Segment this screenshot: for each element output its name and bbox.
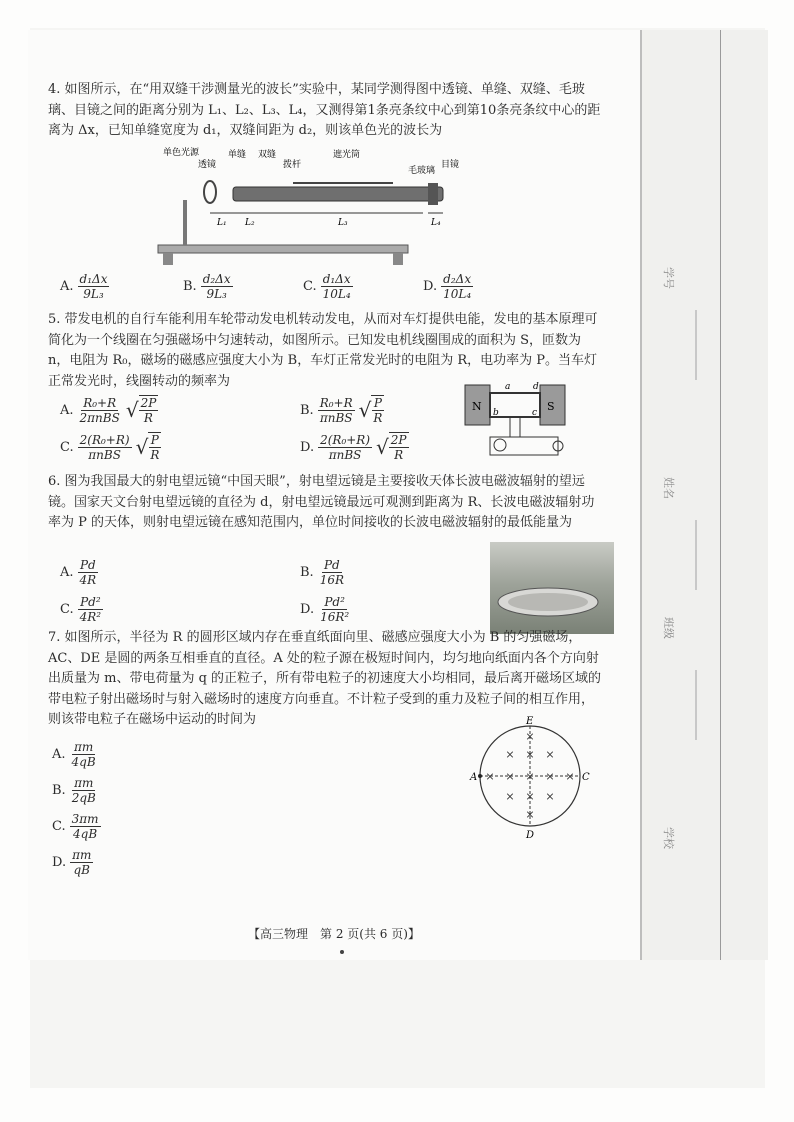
radicand-den: R bbox=[373, 411, 383, 425]
binding-label-class: 班级 bbox=[662, 617, 675, 639]
denominator: 16R bbox=[319, 573, 344, 587]
label-L4: L₄ bbox=[431, 218, 441, 228]
denominator: 16R² bbox=[320, 610, 350, 624]
option-letter: D. bbox=[300, 602, 315, 617]
denominator: 4qB bbox=[73, 827, 98, 841]
denominator: 2πnBS bbox=[79, 410, 120, 425]
svg-text:×: × bbox=[485, 770, 495, 783]
numerator: R₀+R bbox=[83, 395, 117, 410]
option-letter: C. bbox=[60, 602, 74, 617]
option-letter: D. bbox=[52, 855, 67, 870]
q6-option-b[interactable] bbox=[300, 558, 346, 587]
question-4-text: 4. 如图所示，在“用双缝干涉测量光的波长”实验中，某同学测得图中透镜、单缝、双缝、毛玻璃、目镜之间的距离分别为 L₁、L₂、L₃、L₄，又测得第1条亮条纹中心到第10条亮条纹中心的距离为 Δx，已知单缝宽度为 d₁，双缝间距为 d₂，则该单色光的波长为 bbox=[48, 82, 601, 138]
radicand-num: P bbox=[373, 396, 382, 410]
magnetic-field-circle-diagram bbox=[468, 718, 598, 843]
question-7-text: 7. 如图所示，半径为 R 的圆形区域内存在垂直纸面向里、磁感应强度大小为 B 的匀强磁场，AC、DE 是圆的两条互相垂直的直径。A 处的粒子源在极短时间内，均匀地向纸面内各个方向射出质量为 m、带电荷量为 q 的正粒子，所有带电粒子的初速度大小均相同，最后离开磁场区域的带电粒子射出磁场时与射入磁场时的速度方向垂直。不计粒子受到的重力及粒子间的相互作用，则该带电粒子在磁场中运动的时间为 bbox=[48, 630, 602, 727]
option-letter: A. bbox=[60, 279, 74, 294]
denominator: 4R bbox=[79, 573, 97, 587]
label-source: 单色光源 bbox=[163, 148, 200, 158]
svg-text:×: × bbox=[525, 730, 535, 743]
q7-option-d[interactable] bbox=[52, 848, 93, 877]
denominator: πnBS bbox=[319, 410, 353, 425]
option-letter: D. bbox=[300, 439, 315, 455]
scan-dot bbox=[340, 950, 344, 954]
label-a: a bbox=[505, 382, 511, 392]
numerator: d₁Δx bbox=[79, 272, 108, 286]
numerator: πm bbox=[74, 776, 94, 790]
numerator: πm bbox=[72, 848, 92, 862]
question-7 bbox=[48, 628, 603, 731]
fast-telescope-photo bbox=[490, 542, 614, 634]
svg-text:×: × bbox=[525, 808, 535, 821]
binding-label-name: 姓名 bbox=[662, 477, 675, 499]
numerator: d₁Δx bbox=[322, 272, 351, 286]
svg-text:×: × bbox=[525, 770, 535, 783]
numerator: d₂Δx bbox=[202, 272, 231, 286]
denominator: πnBS bbox=[328, 447, 362, 462]
option-letter: C. bbox=[60, 439, 74, 455]
option-letter: B. bbox=[300, 402, 314, 418]
radicand-den: R bbox=[143, 411, 153, 425]
numerator: Pd² bbox=[80, 595, 101, 609]
q7-option-c[interactable] bbox=[52, 812, 101, 841]
question-4 bbox=[48, 80, 603, 142]
label-lens: 透镜 bbox=[198, 160, 217, 170]
denominator: 9L₃ bbox=[206, 287, 227, 301]
denominator: 4R² bbox=[79, 610, 102, 624]
numerator: Pd bbox=[79, 558, 96, 572]
q4-option-d[interactable] bbox=[423, 272, 473, 301]
label-rod: 拨杆 bbox=[283, 160, 302, 170]
radicand-den: R bbox=[394, 448, 404, 462]
svg-text:×: × bbox=[525, 790, 535, 803]
exam-page bbox=[28, 30, 640, 960]
label-b: b bbox=[493, 408, 499, 418]
option-letter: B. bbox=[52, 783, 66, 798]
svg-text:×: × bbox=[545, 748, 555, 761]
denominator: 2qB bbox=[71, 791, 96, 805]
q4-option-c[interactable] bbox=[303, 272, 353, 301]
q5-option-a[interactable]: A. $\frac{\text{R₀+R}}{\text{2πnBS}}$ √ $\frac{2P}{R}$ bbox=[60, 395, 157, 425]
numerator: 2(R₀+R) bbox=[320, 432, 371, 447]
label-single-slit: 单缝 bbox=[228, 150, 247, 160]
numerator: R₀+R bbox=[319, 395, 353, 410]
numerator: 3πm bbox=[71, 812, 99, 826]
q6-option-a[interactable] bbox=[60, 558, 98, 587]
denominator: 10L₄ bbox=[443, 287, 472, 301]
svg-text:×: × bbox=[525, 748, 535, 761]
q4-option-a[interactable] bbox=[60, 272, 109, 301]
binding-label-school: 学校 bbox=[662, 827, 675, 849]
label-D: D bbox=[526, 830, 535, 841]
label-double-slit: 双缝 bbox=[258, 150, 277, 160]
numerator: Pd² bbox=[324, 595, 345, 609]
binding-blank bbox=[695, 310, 697, 380]
label-glass: 毛玻璃 bbox=[408, 166, 436, 176]
numerator: 2(R₀+R) bbox=[79, 432, 130, 447]
label-tube: 遮光筒 bbox=[333, 150, 361, 160]
option-letter: A. bbox=[60, 402, 74, 418]
binding-strip bbox=[640, 30, 768, 960]
q4-option-b[interactable] bbox=[183, 272, 233, 301]
label-d: d bbox=[533, 382, 539, 392]
binding-label-id: 学号 bbox=[662, 267, 675, 289]
label-L3: L₃ bbox=[338, 218, 348, 228]
label-A: A bbox=[470, 772, 478, 783]
question-5-text: 5. 带发电机的自行车能利用车轮带动发电机转动发电，从而对车灯提供电能，发电的基本原理可简化为一个线圈在匀强磁场中匀速转动，如图所示。已知发电机线圈围成的面积为 S，匝数为 n，电阻为 R₀，磁场的磁感应强度大小为 B，车灯正常发光时的电阻为 R，电功率为 P。当车灯正常发光时，线圈转动的频率为 bbox=[48, 312, 598, 389]
label-N: N bbox=[472, 400, 482, 413]
label-L2: L₂ bbox=[245, 218, 255, 228]
denominator: πnBS bbox=[88, 447, 121, 462]
label-C: C bbox=[582, 772, 590, 783]
q5-option-b[interactable]: B. $\frac{\text{R₀+R}}{\text{πnBS}}$ √ $\frac{P}{R}$ bbox=[300, 395, 383, 425]
question-6-text: 6. 图为我国最大的射电望远镜“中国天眼”，射电望远镜是主要接收天体长波电磁波辐射的望远镜。国家天文台射电望远镜的直径为 d，射电望远镜最远可观测到距离为 R、长波电磁波辐射功率为 P 的天体，则射电望远镜在感知范围内，单位时间接收的长波电磁波辐射的最低能量为 bbox=[48, 474, 595, 530]
interference-apparatus-diagram bbox=[153, 145, 460, 265]
denominator: qB bbox=[73, 863, 90, 877]
svg-text:×: × bbox=[545, 770, 555, 783]
binding-edge bbox=[640, 30, 642, 960]
binding-blank bbox=[695, 670, 697, 740]
label-S: S bbox=[547, 400, 555, 413]
binding-rule bbox=[720, 30, 721, 960]
option-letter: A. bbox=[60, 565, 74, 580]
numerator: Pd bbox=[323, 558, 340, 572]
svg-text:×: × bbox=[565, 770, 575, 783]
q5-option-c[interactable]: C. $\frac{\text{2(R₀+R)}}{\text{πnBS}}$ √ $\frac{P}{R}$ bbox=[60, 432, 160, 462]
option-letter: A. bbox=[52, 747, 66, 762]
denominator: 10L₄ bbox=[322, 287, 351, 301]
label-c: c bbox=[532, 408, 538, 418]
radicand-den: R bbox=[150, 448, 160, 462]
svg-text:×: × bbox=[505, 748, 515, 761]
q7-option-b[interactable] bbox=[52, 776, 98, 805]
radicand-num: 2P bbox=[390, 433, 407, 447]
radicand-num: 2P bbox=[140, 396, 157, 410]
question-6 bbox=[48, 472, 603, 534]
option-letter: C. bbox=[303, 279, 317, 294]
option-letter: D. bbox=[423, 279, 438, 294]
svg-text:×: × bbox=[545, 790, 555, 803]
binding-blank bbox=[695, 520, 697, 590]
denominator: 4qB bbox=[71, 755, 96, 769]
q6-option-d[interactable] bbox=[300, 595, 351, 624]
denominator: 9L₃ bbox=[83, 287, 104, 301]
option-letter: B. bbox=[300, 565, 314, 580]
numerator: πm bbox=[73, 740, 94, 754]
generator-coil-diagram bbox=[460, 375, 575, 465]
q5-option-d[interactable]: D. $\frac{\text{2(R₀+R)}}{\text{πnBS}}$ √ $\frac{2P}{R}$ bbox=[300, 432, 407, 462]
option-letter: C. bbox=[52, 819, 66, 834]
q6-option-c[interactable] bbox=[60, 595, 103, 624]
label-E: E bbox=[526, 716, 534, 727]
svg-text:×: × bbox=[505, 770, 515, 783]
label-eyepiece: 目镜 bbox=[441, 160, 460, 170]
q7-option-a[interactable] bbox=[52, 740, 98, 769]
numerator: d₂Δx bbox=[443, 272, 472, 286]
page-footer: 【高三物理 第 2 页(共 6 页)】 bbox=[248, 927, 420, 941]
svg-text:×: × bbox=[505, 790, 515, 803]
option-letter: B. bbox=[183, 279, 197, 294]
label-L1: L₁ bbox=[217, 218, 227, 228]
radicand-num: P bbox=[150, 433, 159, 447]
